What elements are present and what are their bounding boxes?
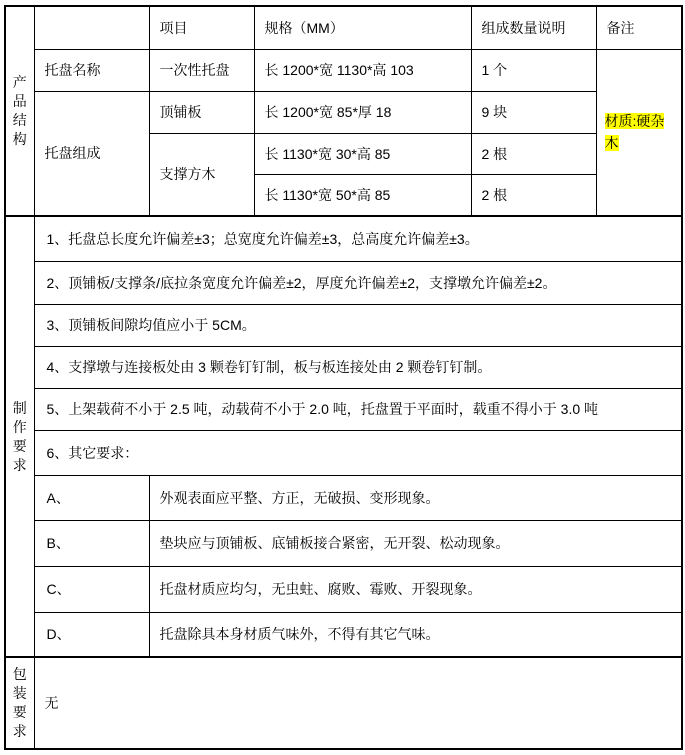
requirement-b-label: B、 xyxy=(34,520,149,566)
requirement-c-text: 托盘材质应均匀，无虫蛀、腐败、霉败、开裂现象。 xyxy=(149,566,682,612)
table-row xyxy=(5,475,682,520)
remark-material-cell xyxy=(596,49,682,216)
table-row xyxy=(5,261,682,304)
table-row xyxy=(5,612,682,657)
item-disposable-pallet: 一次性托盘 xyxy=(149,49,254,91)
section-label-packaging-requirements xyxy=(5,657,34,749)
pallet-spec-table xyxy=(4,5,683,750)
qty-pallet: 1 个 xyxy=(471,49,596,91)
section-label-making-requirements xyxy=(5,216,34,657)
requirement-3: 3、顶铺板间隙均值应小于 5CM。 xyxy=(34,304,682,346)
header-spec: 规格（MM） xyxy=(254,6,471,49)
table-row xyxy=(5,346,682,388)
requirement-6: 6、其它要求： xyxy=(34,430,682,475)
table-row xyxy=(5,6,682,49)
requirement-2: 2、顶铺板/支撑条/底拉条宽度允许偏差±2，厚度允许偏差±2，支撑墩允许偏差±2。 xyxy=(34,261,682,304)
qty-top-deck-board: 9 块 xyxy=(471,91,596,133)
spec-pallet: 长 1200*宽 1130*高 103 xyxy=(254,49,471,91)
spec-support-timber-30: 长 1130*宽 30*高 85 xyxy=(254,133,471,174)
table-row xyxy=(5,91,682,133)
requirement-a-label: A、 xyxy=(34,475,149,520)
requirement-4: 4、支撑墩与连接板处由 3 颗卷钉钉制，板与板连接处由 2 颗卷钉钉制。 xyxy=(34,346,682,388)
requirement-1: 1、托盘总长度允许偏差±3；总宽度允许偏差±3，总高度允许偏差±3。 xyxy=(34,216,682,261)
requirement-b-text: 垫块应与顶铺板、底铺板接合紧密，无开裂、松动现象。 xyxy=(149,520,682,566)
requirement-d-label: D、 xyxy=(34,612,149,657)
item-support-timber: 支撑方木 xyxy=(149,133,254,216)
packaging-content: 无 xyxy=(34,657,682,749)
table-row xyxy=(5,304,682,346)
spec-support-timber-50: 长 1130*宽 50*高 85 xyxy=(254,174,471,216)
section-label-product-structure xyxy=(5,6,34,216)
requirement-a-text: 外观表面应平整、方正，无破损、变形现象。 xyxy=(149,475,682,520)
header-remark: 备注 xyxy=(596,6,682,49)
table-row xyxy=(5,520,682,566)
header-quantity: 组成数量说明 xyxy=(471,6,596,49)
qty-support-timber-50: 2 根 xyxy=(471,174,596,216)
qty-support-timber-30: 2 根 xyxy=(471,133,596,174)
requirement-d-text: 托盘除具本身材质气味外，不得有其它气味。 xyxy=(149,612,682,657)
requirement-5: 5、上架载荷不小于 2.5 吨，动载荷不小于 2.0 吨，托盘置于平面时，载重不得小于 3.0 吨 xyxy=(34,388,682,430)
material-highlight: 材质:硬杂木 xyxy=(604,113,665,152)
section-label-text: 制作要求 xyxy=(12,399,27,473)
table-row xyxy=(5,49,682,91)
table-row xyxy=(5,388,682,430)
table-row xyxy=(5,657,682,749)
table-row xyxy=(5,566,682,612)
group-pallet-name: 托盘名称 xyxy=(34,49,149,91)
header-item: 项目 xyxy=(149,6,254,49)
section-label-text: 产品结构 xyxy=(12,74,27,147)
section-label-text: 包装要求 xyxy=(12,666,27,739)
spec-top-deck-board: 长 1200*宽 85*厚 18 xyxy=(254,91,471,133)
group-pallet-composition: 托盘组成 xyxy=(34,91,149,216)
header-empty-cell xyxy=(34,6,149,49)
table-row xyxy=(5,430,682,475)
item-top-deck-board: 顶铺板 xyxy=(149,91,254,133)
table-row xyxy=(5,216,682,261)
requirement-c-label: C、 xyxy=(34,566,149,612)
